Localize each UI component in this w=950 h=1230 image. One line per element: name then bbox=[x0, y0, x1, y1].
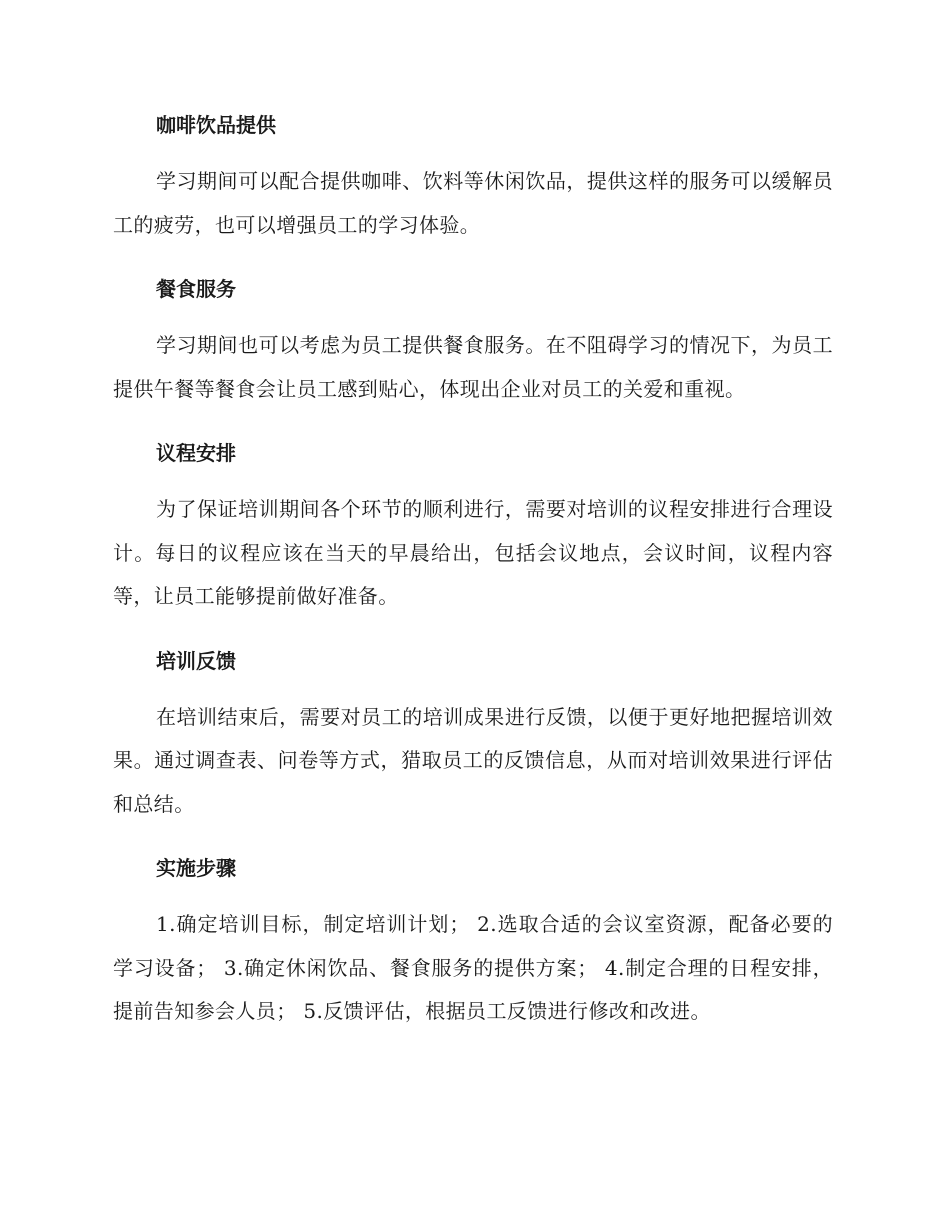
section-heading: 咖啡饮品提供 bbox=[156, 113, 276, 137]
section-training-feedback bbox=[113, 644, 833, 827]
section-implementation-steps bbox=[113, 851, 833, 1034]
section-heading: 议程安排 bbox=[156, 441, 236, 465]
section-paragraph: 学习期间可以配合提供咖啡、饮料等休闲饮品，提供这样的服务可以缓解员工的疲劳，也可以增强员工的学习体验。 bbox=[113, 169, 833, 237]
section-paragraph: 为了保证培训期间各个环节的顺利进行，需要对培训的议程安排进行合理设计。每日的议程应该在当天的早晨给出，包括会议地点，会议时间，议程内容等，让员工能够提前做好准备。 bbox=[113, 497, 833, 608]
section-paragraph: 1.确定培训目标，制定培训计划； 2.选取合适的会议室资源，配备必要的学习设备； 3.确定休闲饮品、餐食服务的提供方案； 4.制定合理的日程安排，提前告知参会人员； 5.反馈评估，根据员工反馈进行修改和改进。 bbox=[113, 912, 833, 1023]
section-paragraph: 在培训结束后，需要对员工的培训成果进行反馈，以便于更好地把握培训效果。通过调查表、问卷等方式，猎取员工的反馈信息，从而对培训效果进行评估和总结。 bbox=[113, 704, 833, 816]
section-meal-service bbox=[113, 272, 833, 411]
section-agenda bbox=[113, 436, 833, 619]
document-content bbox=[113, 108, 833, 1059]
section-heading: 培训反馈 bbox=[156, 648, 236, 673]
section-paragraph: 学习期间也可以考虑为员工提供餐食服务。在不阻碍学习的情况下，为员工提供午餐等餐食会让员工感到贴心，体现出企业对员工的关爱和重视。 bbox=[113, 333, 833, 401]
section-coffee-drinks bbox=[113, 108, 833, 247]
section-heading: 餐食服务 bbox=[156, 277, 236, 301]
section-heading: 实施步骤 bbox=[156, 856, 236, 880]
